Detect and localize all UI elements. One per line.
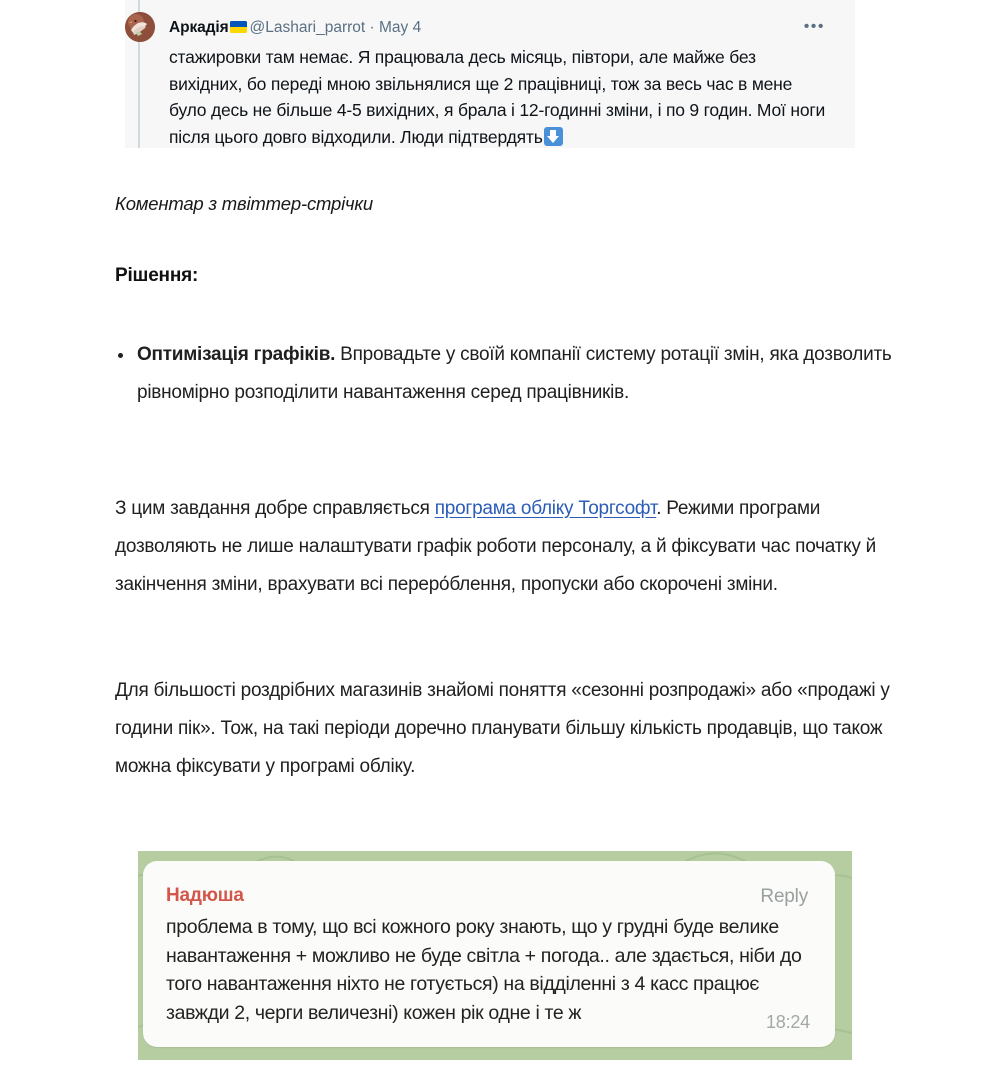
- list-item-text: Впровадьте у своїй компанії систему ротації змін, яка дозволить рівномірно розподілити навантаження серед працівників.: [137, 344, 892, 403]
- paragraph-seasonal: Для більшості роздрібних магазинів знайомі поняття «сезонні розпродажі» або «продажі у години пік». Тож, на такі періоди доречно планувати більшу кількість продавців, що також можна фіксувати у програмі обліку.: [115, 680, 890, 777]
- telegram-message-bubble[interactable]: [143, 861, 835, 1047]
- paragraph-1-after-link: . Режими програми дозволяють не лише налаштувати графік роботи персоналу, а й фіксувати час початку й закінчення зміни, врахувати всі переро́блення, пропуски або скорочені зміни.: [115, 498, 877, 595]
- ukraine-flag-emoji: [230, 21, 247, 33]
- section-heading: Рішення:: [115, 265, 199, 286]
- tweet-body-span: стажировки там немає. Я працювала десь місяць, півтори, але майже без вихідних, бо переді мною звільнялися ще 2 працівниці, тож за весь час в мене було десь не більше 4-5 вихідних, я брала і 12-годинні зміни, і по 9 годин. Мої ноги після цього довго відходили. Люди підтвердять: [169, 47, 826, 147]
- tweet-author-name[interactable]: Аркадія: [169, 19, 229, 36]
- image-caption: Коментар з твіттер-стрічки: [115, 193, 373, 214]
- more-options-icon[interactable]: •••: [803, 18, 825, 35]
- tweet-body-text: [169, 44, 829, 148]
- down-arrow-emoji: [544, 127, 563, 146]
- telegram-screenshot: [138, 851, 852, 1060]
- paragraph-torgsoft: [115, 490, 890, 604]
- avatar[interactable]: [125, 12, 155, 42]
- tweet-handle-date[interactable]: @Lashari_parrot · May 4: [249, 19, 422, 36]
- tweet-header: [169, 18, 421, 38]
- tweet-embed-card: [125, 0, 855, 148]
- torgsoft-link[interactable]: програма обліку Торгсофт: [434, 498, 657, 519]
- telegram-timestamp: 18:24: [765, 1012, 810, 1032]
- solutions-list: [115, 336, 895, 412]
- paragraph-1-before-link: З цим завдання добре справляється: [115, 498, 435, 519]
- reply-button[interactable]: Reply: [760, 886, 808, 907]
- telegram-message-text: проблема в тому, що всі кожного року знають, що у грудні буде велике навантаження + можливо не буде світла + погода.. але здається, ніби до того навантаження ніхто не готується) на відділенні з 4 касс працює завжди 2, черги величезні) кожен рік одне і те ж: [166, 916, 802, 1024]
- list-item: [115, 336, 895, 412]
- list-item-lead: Оптимізація графіків.: [137, 344, 336, 365]
- telegram-sender-name: Надюша: [166, 885, 244, 906]
